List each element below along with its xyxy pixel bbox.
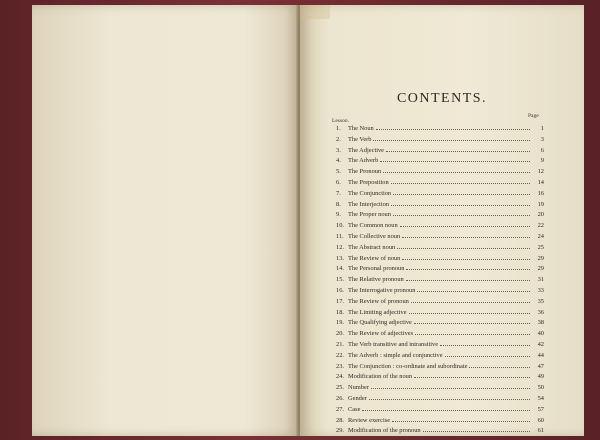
toc-entry-number: 10.	[336, 222, 344, 230]
toc-entry-number: 9.	[336, 211, 341, 219]
toc-entry	[336, 352, 544, 363]
toc-leader-dots	[402, 255, 530, 260]
toc-leader-dots	[414, 373, 530, 378]
toc-entry	[336, 341, 544, 352]
toc-entry	[336, 147, 544, 158]
toc-entry-page: 47	[537, 362, 544, 370]
toc-entry-title: The Review of adjectives	[348, 330, 414, 338]
toc-entry	[336, 201, 544, 212]
toc-entry-page: 60	[537, 416, 544, 424]
toc-entry-title: The Interrogative pronoun	[348, 286, 416, 294]
toc-entry-page: 3	[540, 135, 544, 143]
toc-entry	[336, 190, 544, 201]
toc-entry	[336, 265, 544, 276]
right-page-contents	[300, 5, 584, 436]
toc-entry-page: 1	[540, 125, 544, 132]
toc-leader-dots	[380, 157, 530, 162]
toc-entry-page: 9	[540, 157, 544, 165]
toc-entry-number: 1.	[336, 125, 341, 132]
toc-entry-number: 5.	[336, 168, 341, 176]
toc-leader-dots	[440, 341, 530, 346]
toc-entry-page: 24	[537, 232, 544, 240]
toc-entry-title: The Proper noun	[348, 211, 391, 219]
page-column-header: Page	[528, 113, 539, 119]
toc-entry-page: 25	[537, 243, 544, 251]
toc-leader-dots	[392, 417, 530, 422]
toc-leader-dots	[371, 384, 530, 389]
toc-entry-title: The Review of noun	[348, 254, 401, 262]
toc-leader-dots	[409, 309, 530, 314]
toc-leader-dots	[369, 395, 530, 400]
toc-entry-title: The Personal pronoun	[348, 265, 405, 273]
toc-entry-page: 19	[537, 200, 544, 208]
toc-entry-page: 22	[537, 222, 544, 230]
toc-leader-dots	[406, 265, 530, 270]
toc-entry-number: 29.	[336, 427, 344, 435]
toc-entry-number: 15.	[336, 276, 344, 284]
toc-entry-title: Review exercise	[348, 416, 391, 424]
toc-entry-title: The Verb transitive and intransitive	[348, 340, 439, 348]
toc-entry-page: 33	[537, 286, 544, 294]
toc-entry-title: The Review of pronoun	[348, 297, 409, 305]
toc-entry-title: The Noun	[348, 125, 374, 132]
toc-leader-dots	[393, 211, 530, 216]
toc-entry-number: 23.	[336, 362, 344, 370]
toc-entry-number: 25.	[336, 384, 344, 392]
toc-entry	[336, 287, 544, 298]
toc-entry-page: 20	[537, 211, 544, 219]
toc-entry-page: 29	[537, 265, 544, 273]
toc-leader-dots	[411, 298, 530, 303]
toc-entry-page: 6	[540, 146, 544, 154]
toc-leader-dots	[373, 136, 530, 141]
toc-entry-number: 8.	[336, 200, 341, 208]
toc-entry	[336, 319, 544, 330]
toc-entry-number: 17.	[336, 297, 344, 305]
toc-entry	[336, 395, 544, 406]
toc-entry-title: Gender	[348, 394, 367, 402]
toc-entry-title: The Relative pronoun	[348, 276, 404, 284]
toc-entry	[336, 417, 544, 428]
toc-entry	[336, 136, 544, 147]
toc-leader-dots	[393, 190, 530, 195]
toc-entry-title: The Adverb : simple and conjunctive	[348, 351, 443, 359]
toc-entry-title: Modification of the noun	[348, 373, 413, 381]
toc-entry	[336, 373, 544, 384]
toc-entry-title: Modification of the pronoun	[348, 427, 421, 435]
lesson-column-header: Lesson.	[332, 118, 349, 124]
toc-entry	[336, 363, 544, 374]
toc-entry-number: 12.	[336, 243, 344, 251]
toc-leader-dots	[406, 276, 530, 281]
toc-entry-page: 38	[537, 319, 544, 327]
toc-entry	[336, 211, 544, 222]
toc-entry-number: 4.	[336, 157, 341, 165]
toc-leader-dots	[402, 233, 530, 238]
toc-entry-title: The Conjunction	[348, 189, 392, 197]
toc-leader-dots	[397, 244, 530, 249]
toc-leader-dots	[391, 201, 530, 206]
toc-entry-number: 2.	[336, 135, 341, 143]
toc-entry-title: The Adjective	[348, 146, 385, 154]
toc-entry-title: The Conjunction : co-ordinate and subordinate	[348, 362, 468, 370]
toc-entry-number: 18.	[336, 308, 344, 316]
toc-entry-number: 6.	[336, 178, 341, 186]
toc-entry-number: 21.	[336, 340, 344, 348]
toc-entry-title: The Collective noun	[348, 232, 401, 240]
toc-entry-title: The Pronoun	[348, 168, 382, 176]
toc-entry-title: The Interjection	[348, 200, 389, 208]
toc-entry-title: The Adverb	[348, 157, 379, 165]
toc-entry-page: 61	[537, 427, 544, 435]
toc-leader-dots	[400, 222, 530, 227]
toc-entry	[336, 255, 544, 266]
toc-entry	[336, 276, 544, 287]
toc-entry-number: 22.	[336, 351, 344, 359]
toc-entry	[336, 233, 544, 244]
toc-entry	[336, 222, 544, 233]
toc-entry-page: 54	[537, 394, 544, 402]
toc-entry	[336, 427, 544, 438]
toc-entry-number: 11.	[336, 232, 344, 240]
toc-entry-title: Number	[348, 384, 369, 392]
toc-entry-number: 13.	[336, 254, 344, 262]
toc-leader-dots	[376, 125, 530, 130]
toc-entry-title: The Verb	[348, 135, 372, 143]
toc-entry-number: 16.	[336, 286, 344, 294]
toc-entry-page: 36	[537, 308, 544, 316]
toc-entry-page: 42	[537, 340, 544, 348]
toc-entry-page: 40	[537, 330, 544, 338]
toc-entry-page: 44	[537, 351, 544, 359]
toc-entry-page: 16	[537, 189, 544, 197]
toc-entry	[336, 330, 544, 341]
toc-entry-title: The Limiting adjective	[348, 308, 407, 316]
toc-entry-page: 12	[537, 168, 544, 176]
contents-list	[336, 125, 544, 438]
toc-entry-number: 7.	[336, 189, 341, 197]
toc-entry-title: The Qualifying adjective	[348, 319, 412, 327]
toc-entry-number: 27.	[336, 405, 344, 413]
toc-entry	[336, 309, 544, 320]
toc-entry	[336, 298, 544, 309]
toc-entry-number: 24.	[336, 373, 344, 381]
toc-entry	[336, 157, 544, 168]
toc-entry	[336, 384, 544, 395]
toc-entry-page: 57	[537, 405, 544, 413]
toc-entry	[336, 168, 544, 179]
toc-entry-number: 26.	[336, 394, 344, 402]
toc-entry-number: 28.	[336, 416, 344, 424]
left-page-blank	[32, 5, 298, 436]
toc-leader-dots	[383, 168, 530, 173]
toc-entry	[336, 244, 544, 255]
toc-leader-dots	[362, 406, 530, 411]
toc-leader-dots	[445, 352, 530, 357]
toc-entry-number: 14.	[336, 265, 344, 273]
toc-entry-page: 50	[537, 384, 544, 392]
toc-entry-title: The Abstract noun	[348, 243, 396, 251]
toc-entry-page: 14	[537, 178, 544, 186]
toc-leader-dots	[414, 319, 530, 324]
contents-title: CONTENTS.	[396, 91, 488, 106]
page-stain	[300, 5, 330, 19]
toc-entry-number: 19.	[336, 319, 344, 327]
toc-entry-title: The Preposition	[348, 178, 389, 186]
toc-leader-dots	[469, 363, 530, 368]
toc-entry	[336, 179, 544, 190]
toc-entry-number: 3.	[336, 146, 341, 154]
toc-entry-page: 31	[537, 276, 544, 284]
toc-leader-dots	[417, 287, 530, 292]
toc-entry-title: The Common noun	[348, 222, 398, 230]
toc-entry	[336, 125, 544, 136]
toc-leader-dots	[386, 147, 530, 152]
toc-entry-page: 49	[537, 373, 544, 381]
toc-leader-dots	[391, 179, 530, 184]
toc-entry	[336, 406, 544, 417]
toc-leader-dots	[423, 427, 530, 432]
toc-leader-dots	[415, 330, 530, 335]
toc-entry-number: 20.	[336, 330, 344, 338]
toc-entry-page: 35	[537, 297, 544, 305]
toc-entry-page: 29	[537, 254, 544, 262]
toc-entry-title: Case	[348, 405, 361, 413]
